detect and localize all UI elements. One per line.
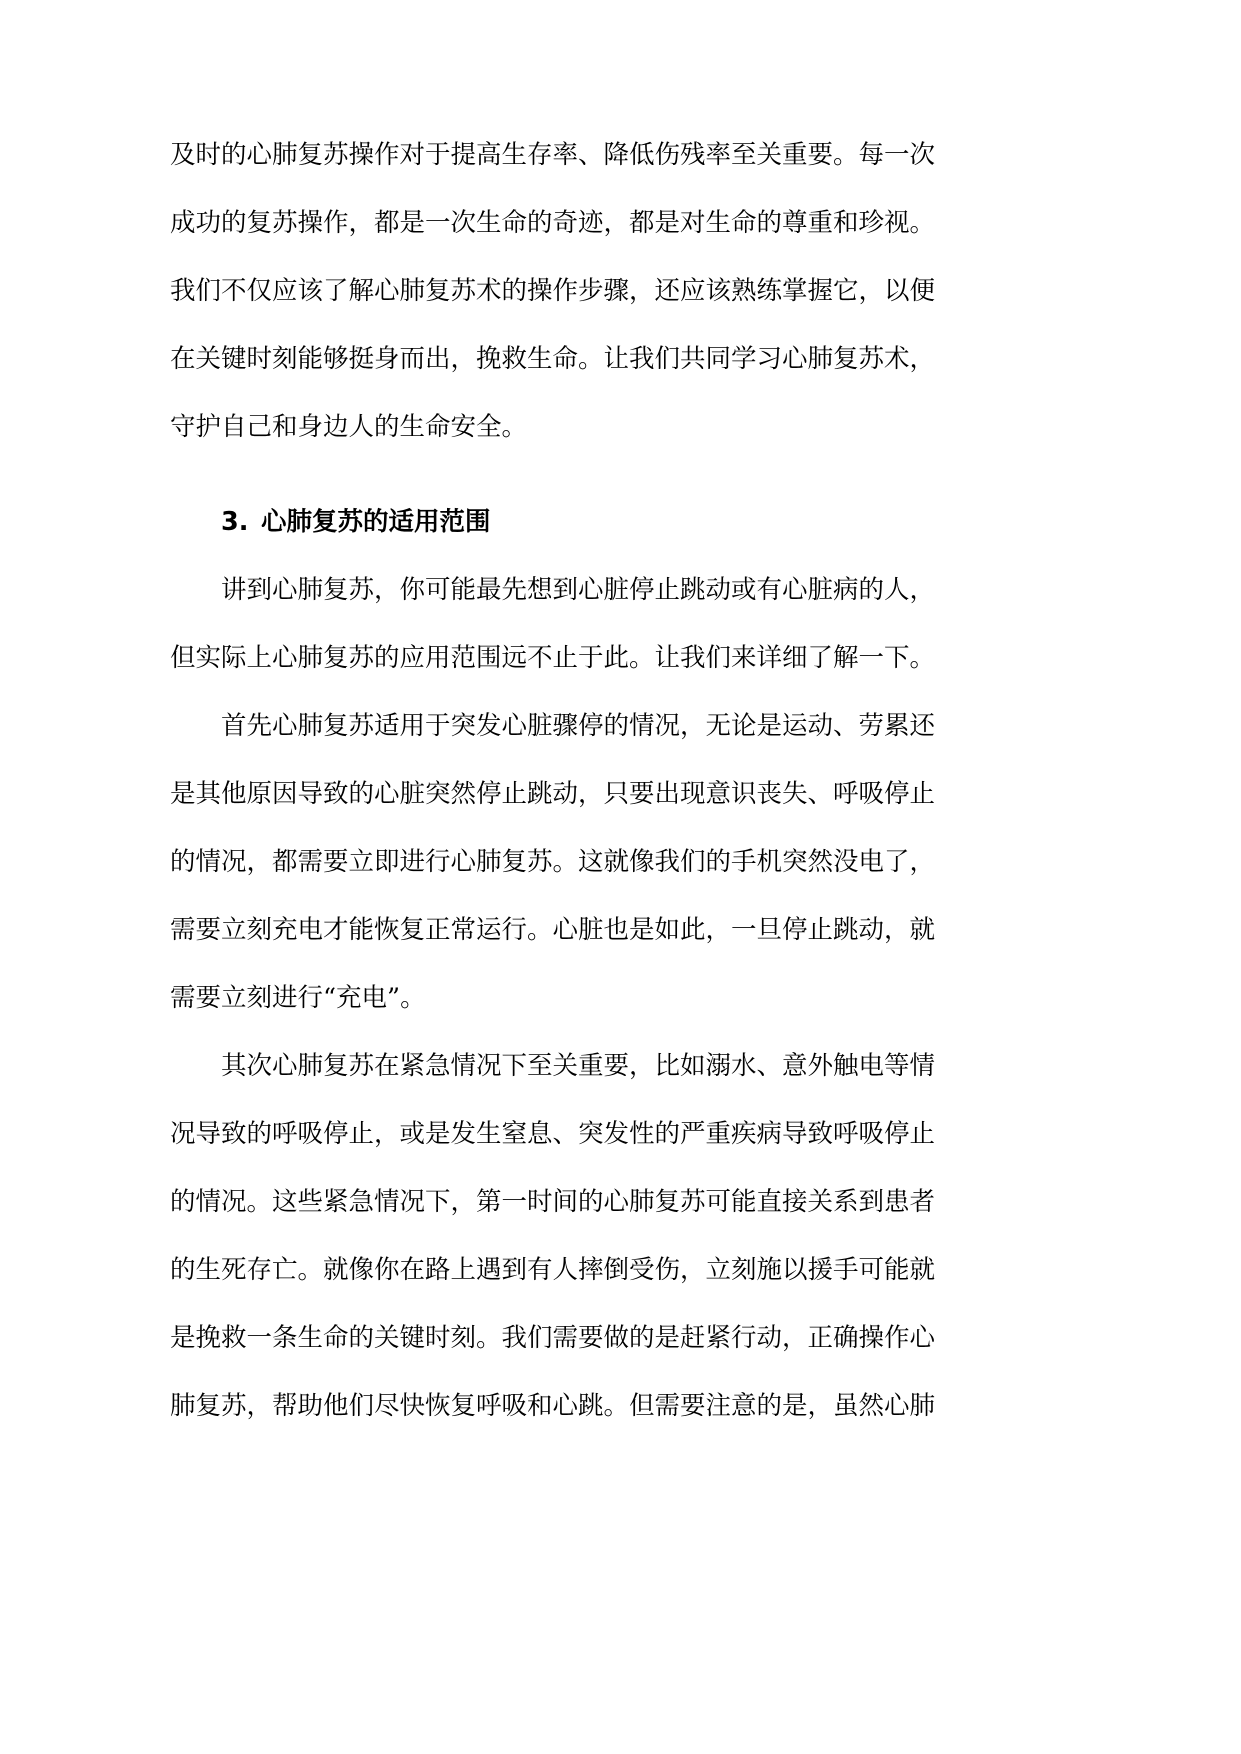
text-line: 需要立刻充电才能恢复正常运行。心脏也是如此，一旦停止跳动，就 bbox=[170, 915, 936, 945]
text-line: 首先心肺复苏适用于突发心脏骤停的情况，无论是运动、劳累还 bbox=[221, 711, 936, 741]
text-line: 是挽救一条生命的关键时刻。我们需要做的是赶紧行动，正确操作心 bbox=[170, 1323, 936, 1353]
section-title: 心肺复苏的适用范围 bbox=[261, 507, 491, 537]
text-line: 的情况。这些紧急情况下，第一时间的心肺复苏可能直接关系到患者 bbox=[170, 1187, 936, 1217]
text-line: 我们不仅应该了解心肺复苏术的操作步骤，还应该熟练掌握它，以便 bbox=[170, 276, 936, 306]
text-line: 但实际上心肺复苏的应用范围远不止于此。让我们来详细了解一下。 bbox=[170, 643, 936, 673]
text-line: 其次心肺复苏在紧急情况下至关重要，比如溺水、意外触电等情 bbox=[221, 1051, 936, 1081]
text-line: 及时的心肺复苏操作对于提高生存率、降低伤残率至关重要。每一次 bbox=[170, 140, 936, 170]
text-line: 讲到心肺复苏，你可能最先想到心脏停止跳动或有心脏病的人， bbox=[221, 575, 936, 605]
section-heading bbox=[170, 488, 935, 556]
text-line: 的生死存亡。就像你在路上遇到有人摔倒受伤，立刻施以援手可能就 bbox=[170, 1255, 936, 1285]
paragraph bbox=[170, 121, 935, 461]
document-body bbox=[170, 121, 935, 1440]
text-line: 是其他原因导致的心脏突然停止跳动，只要出现意识丧失、呼吸停止 bbox=[170, 779, 936, 809]
text-line: 需要立刻进行“充电”。 bbox=[170, 983, 426, 1013]
text-line: 的情况，都需要立即进行心肺复苏。这就像我们的手机突然没电了， bbox=[170, 847, 936, 877]
text-line: 肺复苏，帮助他们尽快恢复呼吸和心跳。但需要注意的是，虽然心肺 bbox=[170, 1391, 936, 1421]
text-line: 守护自己和身边人的生命安全。 bbox=[170, 412, 528, 442]
paragraph bbox=[170, 692, 935, 1032]
text-line: 况导致的呼吸停止，或是发生窒息、突发性的严重疾病导致呼吸停止 bbox=[170, 1119, 936, 1149]
text-line: 成功的复苏操作，都是一次生命的奇迹，都是对生命的尊重和珍视。 bbox=[170, 208, 936, 238]
section-number: 3. bbox=[221, 507, 249, 537]
text-line: 在关键时刻能够挺身而出，挽救生命。让我们共同学习心肺复苏术， bbox=[170, 344, 936, 374]
paragraph bbox=[170, 1032, 935, 1440]
paragraph bbox=[170, 556, 935, 692]
